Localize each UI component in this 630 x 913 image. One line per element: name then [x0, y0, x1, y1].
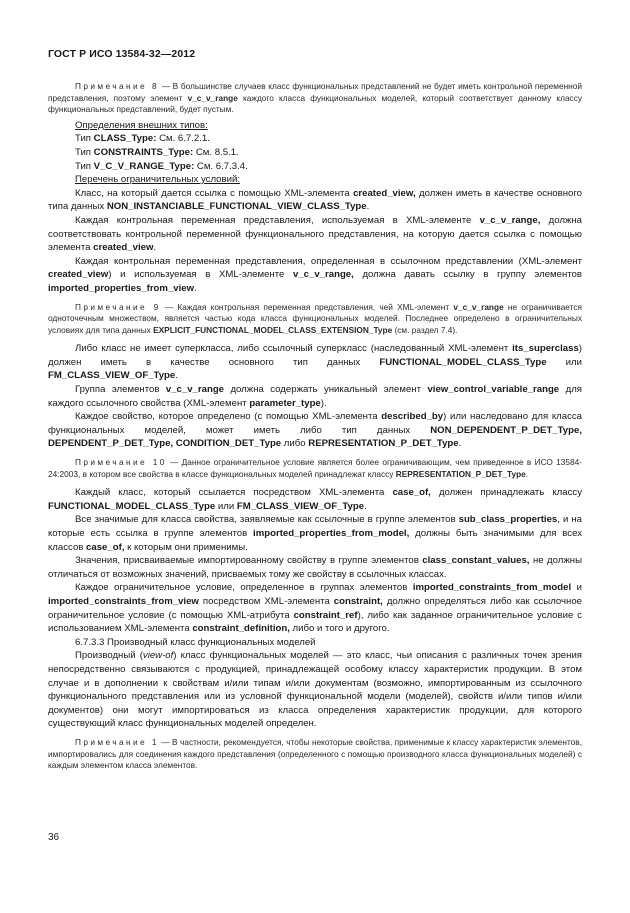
- external-type-item: Тип CLASS_Type: См. 6.7.2.1.: [75, 133, 210, 145]
- note-label: Примечание 9: [75, 301, 161, 312]
- paragraph: Значения, присваиваемые импортированному свойству в группе элементов class_constant_values, не должны отличаться от возможных значений, присваемых тому же свойству в ссылочных классах.: [48, 555, 582, 580]
- paragraph: Каждая контрольная переменная представления, определенная в ссылочном представлении (XML-элемент created_view) и используемая в XML-элементе v_c_v_range, должна давать ссылку в группу элементов imported_properties_from_view.: [48, 255, 582, 294]
- external-types-title: Определения внешних типов:: [75, 119, 208, 131]
- external-type-item: Тип V_C_V_RANGE_Type: См. 6.7.3.4.: [75, 160, 248, 172]
- page-number: 36: [48, 832, 60, 843]
- note-label: Примечание 8: [75, 81, 160, 91]
- paragraph: Группа элементов v_c_v_range должна содержать уникальный элемент view_control_variable_range для каждого ссылочного свойства (XML-элемент parameter_type).: [48, 384, 582, 409]
- constraints-title: Перечень ограничительных условий:: [75, 174, 240, 186]
- paragraph: Каждое ограничительное условие, определенное в группах элементов imported_constraints_from_model и imported_constraints_from_view посредством XML-элемента constraint, должно определяться либо как ссылочное ограничительное условие (с помощью XML-атрибута constraint_ref), либо как заданное ограничительное условие с использованием XML-элемента constraint_definition, либо и того и другого.: [48, 582, 582, 635]
- paragraph: Каждое свойство, которое определено (с помощью XML-элемента described_by) или наследовано для класса функциональных моделей, может иметь либо тип данных NON_DEPENDENT_P_DET_Type, DEPENDENT_P_DET_Type, CONDITION_DET_Type либо REPRESENTATION_P_DET_Type.: [48, 411, 582, 450]
- note-label: Примечание 1: [75, 736, 159, 747]
- paragraph: Каждая контрольная переменная представления, используемая в XML-элементе v_c_v_range, должна соответствовать контрольной переменной функционального представления, на которую дается ссылка с помощью элемента created_view.: [48, 214, 582, 254]
- section-heading: 6.7.3.3 Производный класс функциональных моделей: [75, 636, 316, 648]
- note-9: Примечание 9 — Каждая контрольная переменная представления, чей XML-элемент v_c_v_range не ограничивается одноточечным множеством, является частью кода класса функциональных моделей. Последнее определено в ограничительных условиях для типа данных EXPLICIT_FUNCTIONAL_MODEL_CLASS_EXTENSION_Type (см. раздел 7.4).: [48, 301, 582, 335]
- external-type-item: Тип CONSTRAINTS_Type: См. 8.5.1.: [75, 146, 239, 158]
- page-header: ГОСТ Р ИСО 13584-32—2012: [48, 48, 196, 60]
- page-content: [48, 81, 582, 772]
- note-8: Примечание 8 — В большинстве случаев класс функциональных представлений не будет иметь контрольной переменной представления, поэтому элемент v_c_v_range каждого класса функциональных моделей, который соответствует данному классу функциональных представлений, будет пустым.: [48, 81, 583, 115]
- paragraph: Все значимые для класса свойства, заявляемые как ссылочные в группе элементов sub_class_properties, и на которые есть ссылка в группе элементов imported_properties_from_model, должны быть значимыми для всех классов case_of, к которым они применимы.: [48, 514, 582, 553]
- paragraph: Производный (view-of) класс функциональных моделей — это класс, чьи описания с различных точек зрения непосредственно связываются с продукцией, принадлежащей особому классу характеристик продукции. В этом случае и в дополнении к свойствам и/или типам и/или документам (возможно, импортированным из ссылочного функционального представления или из условной функциональной модели (моделей), свойств и/или типов и/или документов) они могут импортироваться из класса определения характеристик продукции, для которого существующий класс функциональных моделей определен.: [48, 650, 582, 730]
- note-label: Примечание 10: [75, 457, 167, 468]
- paragraph: Либо класс не имеет суперкласса, либо ссылочный суперкласс (наследованный XML-элемент its_superclass) должен иметь в качестве основного тип данных FUNCTIONAL_MODEL_CLASS_Type или FM_CLASS_VIEW_OF_Type.: [48, 343, 582, 382]
- note-10: Примечание 10 — Данное ограничительное условие является более ограничивающим, чем приведенное в ИСО 13584-24:2003, в котором все свойства в классе функциональных моделей принадлежат классу REPRESENTATION_P_DET_Type.: [48, 457, 582, 479]
- paragraph: Класс, на который дается ссылка с помощью XML-элемента created_view, должен иметь в качестве основного типа данных NON_INSTANCIABLE_FUNCTIONAL_VIEW_CLASS_Type.: [48, 187, 582, 213]
- note-1: Примечание 1 — В частности, рекомендуется, чтобы некоторые свойства, применимые к классу характеристик элементов, импортировались для соединения каждого представления (определенного с помощью производного класса функциональных моделей) с каждым элементом класса элементов.: [48, 736, 582, 771]
- paragraph: Каждый класс, который ссылается посредством XML-элемента case_of, должен принадлежать классу FUNCTIONAL_MODEL_CLASS_Type или FM_CLASS_VIEW_OF_Type.: [48, 487, 582, 512]
